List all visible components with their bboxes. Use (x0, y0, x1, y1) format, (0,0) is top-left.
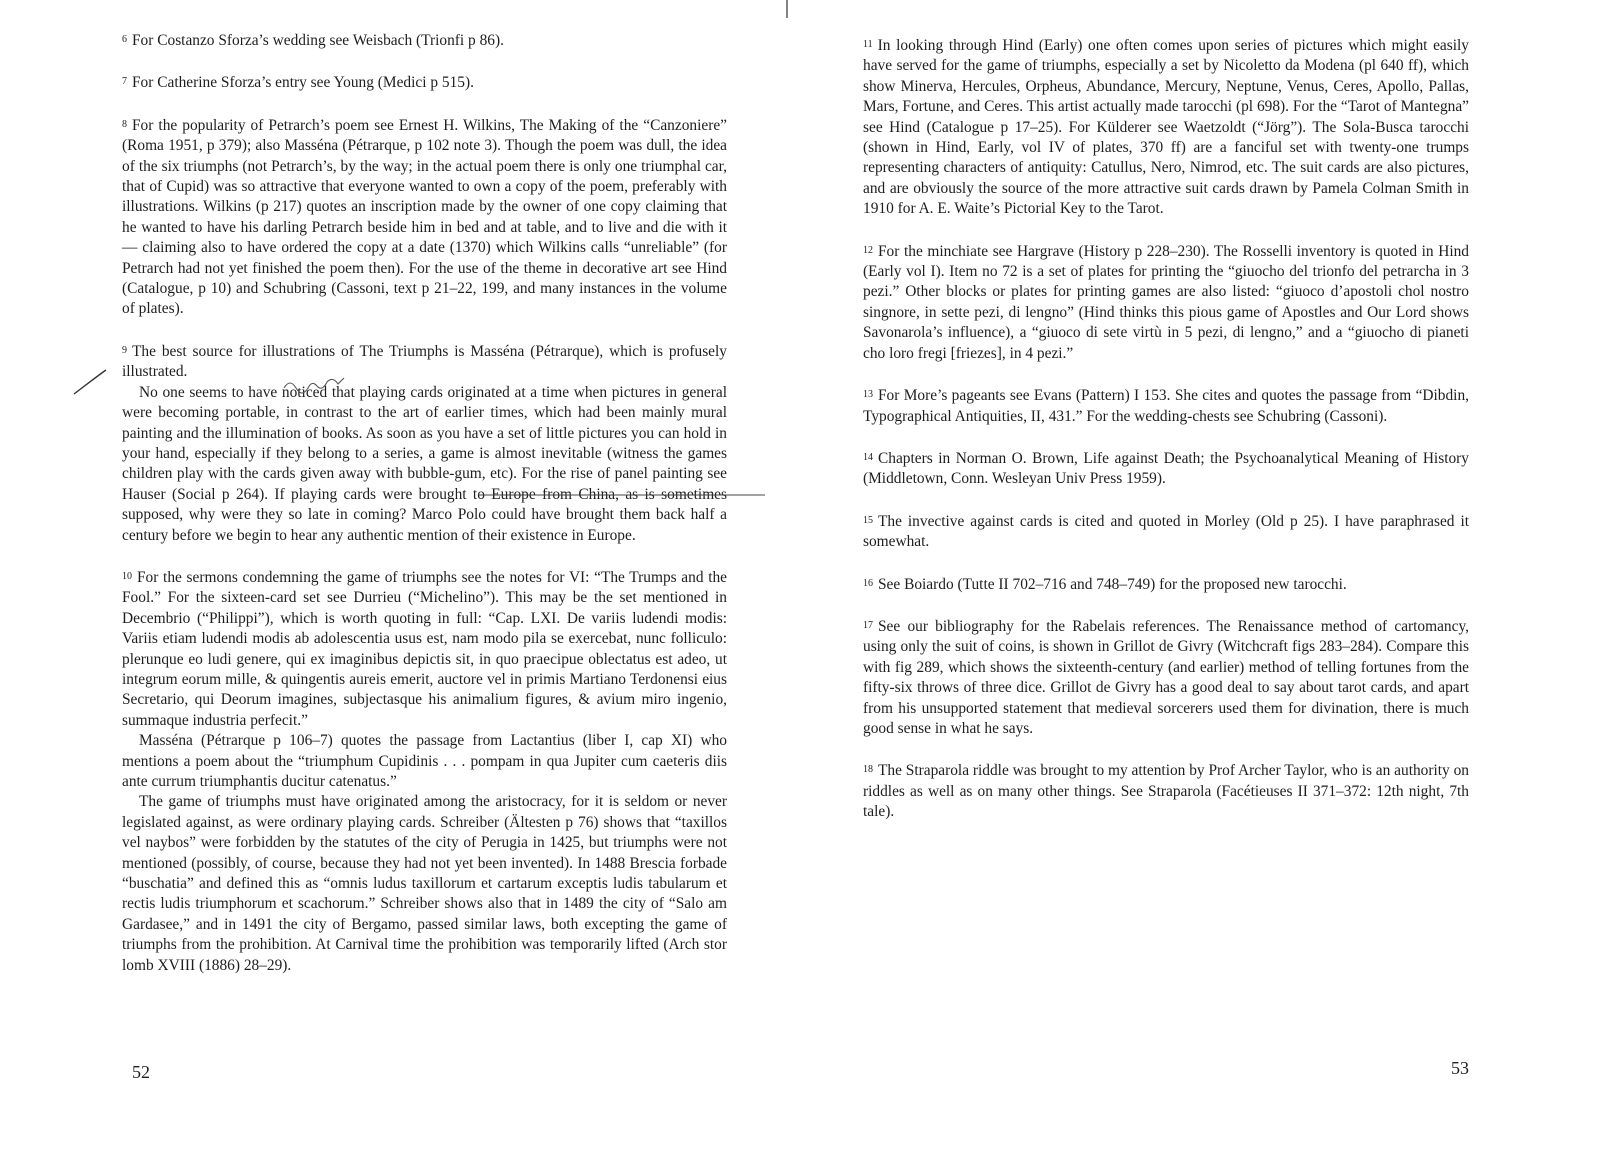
underline-mark (120, 483, 770, 499)
left-notes-column (122, 30, 727, 976)
note-number: 13 (863, 389, 873, 401)
note-17 (863, 616, 1469, 739)
note-number: 12 (863, 244, 873, 256)
page-number-right: 53 (1451, 1058, 1469, 1078)
note-14 (863, 448, 1469, 490)
note-7 (122, 72, 727, 93)
note-15 (863, 511, 1469, 553)
note-8 (122, 115, 727, 320)
note-12 (863, 241, 1469, 364)
note-text: For Catherine Sforza’s entry see Young (Medici p 515). (132, 74, 474, 92)
note-text: For the minchiate see Hargrave (History p 228–230). The Rosselli inventory is quoted in Hind (Early vol I). Item no 72 is a set of plates for printing the “giuocho del trionfo del petrarcha in 3 pezi.” Other blocks or plates for printing games are also listed: “giuoco d’apostoli chol nostro singnore, in sette pezi, di lengno” (Hind thinks this pious game of Apostles and Our Lord shows Savonarola’s influence), a “giuoco di sete virtù in 5 pezi, di lengno,” and a “giuocho di pianeti cho loro fregi [friezes], in 4 pezi.” (863, 242, 1469, 362)
note-text: See our bibliography for the Rabelais references. The Renaissance method of cartomancy, using only the suit of coins, is shown in Grillot de Givry (Witchcraft figs 283–284). Compare this with fig 289, which shows the sixteenth-century (and earlier) method of telling fortunes from the fifty-six throws of three dice. Grillot de Givry has a good deal to say about tarot cards, and apart from his unsupported statement that medieval sorcerers used them for divination, there is much good sense in what he says. (863, 617, 1469, 737)
note-text: See Boiardo (Tutte II 702–716 and 748–749) for the proposed new tarocchi. (878, 575, 1347, 593)
note-number: 9 (122, 344, 127, 356)
note-number: 10 (122, 570, 132, 582)
note-number: 6 (122, 34, 127, 45)
note-number: 15 (863, 514, 873, 526)
note-text: The invective against cards is cited and quoted in Morley (Old p 25). I have paraphrased it somewhat. (863, 512, 1469, 551)
note-number: 8 (122, 118, 127, 130)
handwritten-scribble (282, 376, 348, 396)
note-18 (863, 760, 1469, 822)
note-text: For the sermons condemning the game of triumphs see the notes for VI: “The Trumps and the Fool.” For the sixteen-card set see Durrieu (“Michelino”). This may be the set mentioned in Decembrio (“Philippi”), which is worth quoting in full: “Cap. LXI. De variis ludendi modis: Variis etiam ludendi modis ab adolescentia usus est, nam modo pila se exercebat, nunc folliculo: plerunque eo ludi genere, qui ex imaginibus depictis sit, in quo praecipue oblectatus est adeo, ut integrum eorum mille, & quingentis aureis emerit, auctore vel in primis Martiano Terdonensi eius Secretario, qui Deorum imagines, subjectasque his animalium figures, & avium miro ingenio, summaque industria perfecit.” (122, 568, 727, 729)
page-number-left: 52 (132, 1062, 150, 1082)
note-6 (122, 30, 727, 51)
note-text: The best source for illustrations of The Triumphs is Masséna (Pétrarque), which is profusely illustrated. (122, 342, 727, 381)
note-9 (122, 341, 727, 383)
note-text: The Straparola riddle was brought to my attention by Prof Archer Taylor, who is an authority on riddles as well as on many other things. See Straparola (Facétieuses II 371–372: 12th night, 7th tale). (863, 762, 1469, 821)
gutter-mark (784, 0, 790, 20)
note-13 (863, 385, 1469, 427)
note-text: For Costanzo Sforza’s wedding see Weisbach (Trionfi p 86). (132, 32, 504, 49)
note-text: For the popularity of Petrarch’s poem see Ernest H. Wilkins, The Making of the “Canzoniere” (Roma 1951, p 379); also Masséna (Pétrarque, p 102 note 3). Though the poem was dull, the idea of the six triumphs (not Petrarch’s, by the way; in the actual poem there is only one triumphal car, that of Cupid) was so attractive that everyone wanted to own a copy of the poem, preferably with illustrations. Wilkins (p 217) quotes an inscription made by the owner of one copy claiming that he wanted to have his darling Petrarch beside him in bed and at table, and to live and die with it — claiming also to have ordered the copy at a date (1370) which Wilkins calls “unreliable” (for Petrarch had not yet finished the poem then). For the use of the theme in decorative art see Hind (Catalogue, p 10) and Schubring (Cassoni, text p 21–22, 199, and many instances in the volume of plates). (122, 116, 727, 318)
note-number: 11 (863, 39, 873, 50)
note-9-paragraph: No one seems to have noticed that playing cards originated at a time when pictures in general were becoming portable, in contrast to the art of earlier times, which had been mainly mural painting and the illumination of books. As soon as you have a set of little pictures you can hold in your hand, especially if they belong to a series, a game is almost inevitable (witness the games children play with the cards given away with bubble-gum, etc). For the rise of panel painting see Hauser (Social p 264). If playing cards were brought to Europe from China, as is sometimes supposed, why were they so late in coming? Marco Polo could have brought them back half a century before we begin to hear any authentic mention of their existence in Europe. (122, 383, 727, 544)
note-text: Chapters in Norman O. Brown, Life against Death; the Psychoanalytical Meaning of History (Middletown, Conn. Wesleyan Univ Press 1959). (863, 449, 1469, 488)
note-11 (863, 35, 1469, 220)
note-number: 17 (863, 619, 873, 631)
note-number: 14 (863, 451, 873, 463)
handwritten-check-mark (72, 366, 108, 398)
note-number: 16 (863, 577, 873, 589)
note-10-paragraph-3: The game of triumphs must have originated among the aristocracy, for it is seldom or never legislated against, as were ordinary playing cards. Schreiber (Ältesten p 76) shows that “taxillos vel naybos” were forbidden by the statutes of the city of Perugia in 1425, but triumphs were not mentioned (possibly, of course, because they had not yet been invented). In 1488 Brescia forbade “buschatia” and defined this as “omnis ludus taxillorum et cartarum exceptis ludis tabularum et rectis ludis triumphorum et scachorum.” Schreiber shows also that in 1489 the city of “Salo am Gardasee,” and in 1491 the city of Bergamo, passed similar laws, both excepting the game of triumphs from the prohibition. At Carnival time the prohibition was temporarily lifted (Arch stor lomb XVIII (1886) 28–29). (122, 793, 727, 974)
right-notes-column (863, 35, 1469, 844)
note-text: For More’s pageants see Evans (Pattern) I 153. She cites and quotes the passage from “Dibdin, Typographical Antiquities, II, 431.” For the wedding-chests see Schubring (Cassoni). (863, 387, 1469, 425)
right-page (800, 0, 1600, 1169)
note-number: 7 (122, 76, 127, 88)
note-number: 18 (863, 764, 873, 776)
note-10 (122, 567, 727, 731)
note-10-paragraph-2: Masséna (Pétrarque p 106–7) quotes the passage from Lactantius (liber I, cap XI) who mentions a poem about the “triumphum Cupidinis . . . pompam in qua Jupiter cum caeteris diis ante currum triumphantis ducitur catenatus.” (122, 732, 727, 790)
note-16 (863, 574, 1469, 595)
note-text: In looking through Hind (Early) one often comes upon series of pictures which might easily have served for the game of triumphs, especially a set by Nicoletto da Modena (pl 640 ff), which show Minerva, Hercules, Orpheus, Abundance, Mercury, Neptune, Venus, Ceres, Apollo, Pallas, Mars, Fortune, and Ceres. This artist actually made tarocchi (pl 698). For the “Tarot of Mantegna” see Hind (Catalogue p 17–25). For Külderer see Waetzoldt (“Jörg”). The Sola-Busca tarocchi (shown in Hind, Early, vol IV of plates, 370 ff) are a fanciful set with twenty-one trumps representing characters of antiquity: Catullus, Nero, Nimrod, etc. The suit cards are also pictures, and are obviously the source of the more attractive suit cards drawn by Pamela Colman Smith in 1910 for A. E. Waite’s Pictorial Key to the Tarot. (863, 37, 1469, 218)
